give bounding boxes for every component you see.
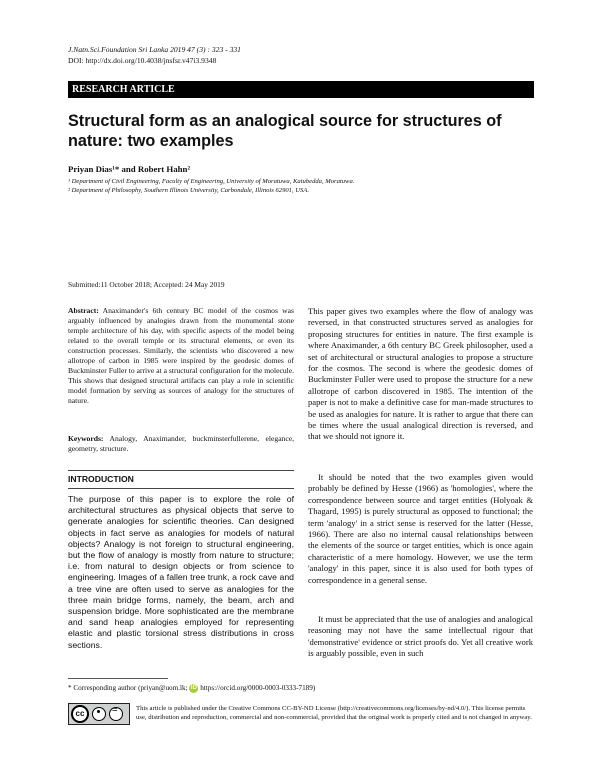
paragraph-text: It should be noted that the two examples given would probably be defined by Hesse (1966) as 'homologies', where the correspondence between source and target entities (Holyoak & Thagard, 1995) is purely structural as opposed to functional; the term 'analogy' in a strict sense is reserved for the latter (Hesse, 1966). There are also no internal causal relationships between the elements of the source or target entities, which is once again characteristic of a mere homology. However, we use the term 'analogy' in this paper, since it is also used for both types of correspondence in a general sense. <box>308 472 533 585</box>
abstract <box>68 306 294 406</box>
introduction-heading: INTRODUCTION <box>68 470 294 489</box>
footnote-rule <box>68 678 168 679</box>
orcid-link[interactable]: https://orcid.org/0000-0003-0333-7189) <box>200 684 316 693</box>
license-statement: This article is published under the Creative Commons CC-BY-ND License (http://creativecommons.org/licenses/by-nd/4.0/). This license permits use, distribution and reproduction, commercial and non-commercial, provided that the original work is properly cited and is not changed in anyway. <box>136 705 532 722</box>
paragraph-text: This paper gives two examples where the flow of analogy was reversed, in that constructed structures served as analogies for proposing structures for entities in nature. The first example is where Anaximander, a 6th century BC Greek philosopher, used a set of architectural or structural analogies to propose a structure for the cosmos. The second is where the geodesic domes of Buckminster Fuller were used to propose the structure for a new allotrope of carbon discovered in 1985. The intention of the paper is not to make a definitive case for man-made structures to be used as analogies for nature. It is rather to argue that there can be times where the usual analogical direction is reversed, and that we should not ignore it. <box>308 306 533 442</box>
paragraph-text: It must be appreciated that the use of analogies and analogical reasoning may not have the same intellectual rigour that 'demonstrative' evidence or strict proofs do. Yet all creative work is arguably possible, even in such <box>308 614 533 659</box>
doi-link[interactable]: DOI: http://dx.doi.org/10.4038/jnsfsr.v47i3.9348 <box>68 56 217 65</box>
keywords-label: Keywords: <box>68 434 104 443</box>
right-paragraph-2 <box>308 472 533 586</box>
attribution-icon <box>92 707 106 721</box>
keywords-text: Analogy, Anaximander, buckminsterfullerene, elegance, geometry, structure. <box>68 434 294 453</box>
abstract-label: Abstract: <box>68 306 99 315</box>
introduction-paragraph: The purpose of this paper is to explore the role of architectural structures as physical objects that serve to generate analogies for scientific theories. Can designed objects in fact serve as analogies for models of natural objects? Analogy is not foreign to structural engineering, but the flow of analogy is mostly from nature to structure; i.e. from natural to design objects or from science to engineering. Images of a fallen tree trunk, a rock cave and a tree vine are often used to serve as analogies for the three main bridge forms, namely, the beam, arch and suspension bridge. More sophisticated are the membrane and sand heap analogies employed for representing elastic and plastic torsional stress distributions in cross sections. <box>68 494 294 650</box>
keywords <box>68 434 294 454</box>
journal-citation: J.Natn.Sci.Foundation Sri Lanka 2019 47 (3) : 323 - 331 <box>68 45 241 54</box>
creative-commons-icon: cc <box>71 705 89 723</box>
article-type-banner: RESEARCH ARTICLE <box>68 81 534 98</box>
no-derivatives-icon <box>109 707 123 721</box>
orcid-icon: iD <box>190 685 197 691</box>
author-list: Priyan Dias¹* and Robert Hahn² <box>68 164 191 174</box>
right-paragraph-3 <box>308 614 533 660</box>
corresponding-author-footnote <box>68 684 315 693</box>
affiliation-1: ¹ Department of Civil Engineering, Faculty of Engineering, University of Moratuwa, Katubedda, Moratuwa. <box>68 178 355 185</box>
paper-title: Structural form as an analogical source for structures of nature: two examples <box>68 112 502 150</box>
submission-dates: Submitted:11 October 2018; Accepted: 24 May 2019 <box>68 280 225 289</box>
footnote-text: * Corresponding author (priyan@uom.lk; <box>68 684 188 693</box>
abstract-text: Anaximander's 6th century BC model of the cosmos was arguably influenced by analogies drawn from the monumental stone temple architecture of his day, with specific aspects of the model being related to the overall temple or its structural elements, or even its construction processes. Similarly, the scientists who discovered a new allotrope of carbon in 1985 were inspired by the geodesic domes of Buckminster Fuller to arrive at a structural configuration for the molecule. This shows that designed structural artifacts can play a role in scientific model formation by serving as sources of analogy for the structures of nature. <box>68 306 294 405</box>
affiliation-2: ² Department of Philosophy, Southern Illinois University, Carbondale, Illinois 62901, USA. <box>68 187 309 194</box>
right-paragraph-1 <box>308 306 533 443</box>
cc-by-nd-badge[interactable] <box>68 703 130 725</box>
